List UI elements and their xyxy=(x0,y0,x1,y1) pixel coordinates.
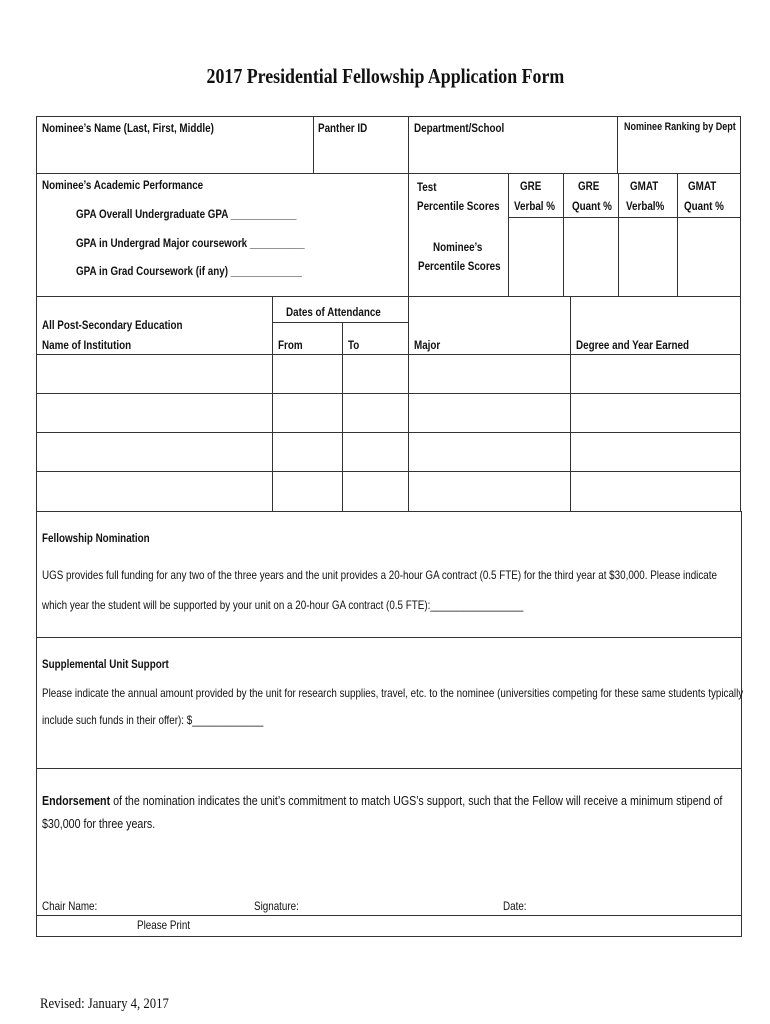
test-label: Test xyxy=(417,180,437,194)
department-label: Department/School xyxy=(414,121,505,135)
gmat-verbal-header-2: Verbal% xyxy=(626,199,665,213)
gmat-quant-score-field[interactable] xyxy=(678,218,740,296)
date-field[interactable] xyxy=(536,896,736,914)
fellowship-heading: Fellowship Nomination xyxy=(42,531,150,545)
gpa-grad-field[interactable]: GPA in Grad Coursework (if any) _____________ xyxy=(76,264,302,278)
ranking-label: Nominee Ranking by Dept xyxy=(624,121,736,133)
endorsement-text-2: $30,000 for three years. xyxy=(42,816,156,831)
ranking-field[interactable] xyxy=(618,138,740,172)
endorsement-rest: of the nomination indicates the unit’s commitment to match UGS’s support, such that the Fellow will receive a minimum stipend of xyxy=(110,793,723,808)
gpa-major-field[interactable]: GPA in Undergrad Major coursework __________ xyxy=(76,236,305,250)
degree-header: Degree and Year Earned xyxy=(576,338,690,352)
revision-date: Revised: January 4, 2017 xyxy=(40,996,169,1012)
education-row-3[interactable] xyxy=(37,433,740,470)
gre-verbal-header-2: Verbal % xyxy=(514,199,556,213)
signature-label: Signature: xyxy=(254,899,299,913)
department-field[interactable] xyxy=(409,138,616,172)
panther-id-label: Panther ID xyxy=(318,121,368,135)
supplemental-text-1: Please indicate the annual amount provided by the unit for research supplies, travel, etc. to the nominee (universities competing for these same students typically xyxy=(42,686,744,700)
endorsement-text-1 xyxy=(42,793,722,808)
gmat-verbal-header: GMAT xyxy=(630,179,659,193)
academic-performance-heading: Nominee’s Academic Performance xyxy=(42,178,204,192)
test-percentile-label: Percentile Scores xyxy=(417,199,500,213)
panther-id-field[interactable] xyxy=(314,138,407,172)
gre-verbal-header: GRE xyxy=(520,179,542,193)
nominee-scores-label: Nominee’s xyxy=(433,240,483,254)
education-row-4[interactable] xyxy=(37,472,740,510)
from-header: From xyxy=(278,338,303,352)
gmat-verbal-score-field[interactable] xyxy=(619,218,676,296)
gre-verbal-score-field[interactable] xyxy=(509,218,562,296)
education-row-1[interactable] xyxy=(37,355,740,392)
gre-quant-score-field[interactable] xyxy=(564,218,617,296)
fellowship-year-field[interactable]: which year the student will be supported by your unit on a 20-hour GA contract (0.5 FTE):_________________ xyxy=(42,598,524,612)
gpa-overall-field[interactable]: GPA Overall Undergraduate GPA ____________ xyxy=(76,207,297,221)
gre-quant-header-2: Quant % xyxy=(572,199,612,213)
nominee-name-field[interactable] xyxy=(37,138,312,172)
chair-name-field[interactable] xyxy=(108,896,248,914)
to-header: To xyxy=(348,338,360,352)
institution-name-header: Name of Institution xyxy=(42,338,132,352)
major-header: Major xyxy=(414,338,441,352)
endorsement-bold: Endorsement xyxy=(42,793,111,808)
gre-quant-header: GRE xyxy=(578,179,600,193)
dates-attendance-header: Dates of Attendance xyxy=(286,305,381,319)
chair-name-label: Chair Name: xyxy=(42,899,98,913)
education-heading: All Post-Secondary Education xyxy=(42,318,183,332)
supplemental-amount-field[interactable]: include such funds in their offer): $_____________ xyxy=(42,713,264,727)
date-label: Date: xyxy=(503,899,527,913)
supplemental-heading: Supplemental Unit Support xyxy=(42,657,169,671)
fellowship-text-1: UGS provides full funding for any two of the three years and the unit provides a 20-hour GA contract (0.5 FTE) for the third year at $30,000. Please indicate xyxy=(42,568,717,582)
education-row-2[interactable] xyxy=(37,394,740,431)
gmat-quant-header: GMAT xyxy=(688,179,717,193)
gmat-quant-header-2: Quant % xyxy=(684,199,724,213)
signature-field[interactable] xyxy=(306,896,496,914)
nominee-name-label: Nominee’s Name (Last, First, Middle) xyxy=(42,121,214,135)
nominee-percentile-label: Percentile Scores xyxy=(418,259,501,273)
please-print-label: Please Print xyxy=(137,918,191,932)
form-title: 2017 Presidential Fellowship Application Form xyxy=(206,64,564,88)
